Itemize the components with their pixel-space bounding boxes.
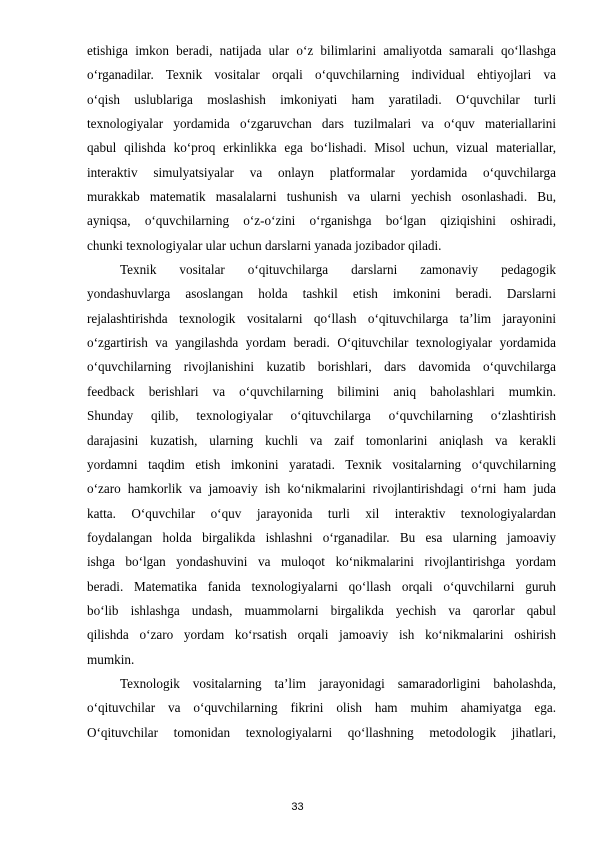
text-line: murakkab matematik masalalarni tushunish va ularni yechish osonlashadi. Bu, bbox=[87, 189, 556, 205]
text-line: o‘qish uslublariga moslashish imkoniyati ham yaratiladi. O‘quvchilar turli bbox=[87, 91, 556, 107]
text-line: o‘quvchilarning rivojlanishini kuzatib borishlari, dars davomida o‘quvchilarga bbox=[87, 359, 556, 375]
text-line: foydalangan holda birgalikda ishlashni o‘rganadilar. Bu esa ularning jamoaviy bbox=[87, 529, 556, 545]
text-line: rejalashtirishda texnologik vositalarni qo‘llash o‘qituvchilarga ta’lim jarayonini bbox=[87, 310, 556, 326]
text-line: interaktiv simulyatsiyalar va onlayn platformalar yordamida o‘quvchilarga bbox=[87, 164, 556, 180]
text-line: Texnik vositalar o‘qituvchilarga darslarni zamonaviy pedagogik bbox=[120, 262, 556, 278]
text-line: katta. O‘quvchilar o‘quv jarayonida turli xil interaktiv texnologiyalardan bbox=[87, 505, 556, 521]
text-line: ayniqsa, o‘quvchilarning o‘z-o‘zini o‘rganishga bo‘lgan qiziqishini oshiradi, bbox=[87, 213, 556, 229]
text-line: mumkin. bbox=[87, 651, 135, 667]
text-line: o‘zgartirish va yangilashda yordam beradi. O‘qituvchilar texnologiyalar yordamida bbox=[87, 335, 556, 351]
text-line: Shunday qilib, texnologiyalar o‘qituvchilarga o‘quvchilarning o‘zlashtirish bbox=[87, 408, 556, 424]
text-line: yondashuvlarga asoslangan holda tashkil etish imkonini beradi. Darslarni bbox=[87, 286, 556, 302]
text-line: feedback berishlari va o‘quvchilarning bilimini aniq baholashlari mumkin. bbox=[87, 383, 556, 399]
text-line: yordamni taqdim etish imkonini yaratadi. Texnik vositalarning o‘quvchilarning bbox=[87, 456, 556, 472]
text-line: ishga bo‘lgan yondashuvini va muloqot ko‘nikmalarini rivojlantirishga yordam bbox=[87, 554, 556, 570]
text-line: o‘zaro hamkorlik va jamoaviy ish ko‘nikmalarini rivojlantirishdagi o‘rni ham juda bbox=[87, 481, 556, 497]
paragraph-2 bbox=[87, 258, 556, 672]
text-line: Texnologik vositalarning ta’lim jarayonidagi samaradorligini baholashda, bbox=[120, 675, 556, 691]
text-line: o‘qituvchilar va o‘quvchilarning fikrini olish ham muhim ahamiyatga ega. bbox=[87, 700, 556, 716]
text-line: chunki texnologiyalar ular uchun darslarni yanada jozibador qiladi. bbox=[87, 237, 442, 253]
text-line: beradi. Matematika fanida texnologiyalarni qo‘llash orqali o‘quvchilarni guruh bbox=[87, 578, 556, 594]
page-number: 33 bbox=[291, 801, 304, 813]
text-line: qilishda o‘zaro yordam ko‘rsatish orqali jamoaviy ish ko‘nikmalarini oshirish bbox=[87, 627, 556, 643]
text-line: texnologiyalar yordamida o‘zgaruvchan dars tuzilmalari va o‘quv materiallarini bbox=[87, 116, 556, 132]
text-line: qabul qilishda ko‘proq erkinlikka ega bo‘lishadi. Misol uchun, vizual materiallar, bbox=[87, 140, 556, 156]
text-line: darajasini kuzatish, ularning kuchli va zaif tomonlarini aniqlash va kerakli bbox=[87, 432, 556, 448]
text-line: O‘qituvchilar tomonidan texnologiyalarni qo‘llashning metodologik jihatlari, bbox=[87, 724, 556, 740]
document-body bbox=[87, 39, 556, 745]
paragraph-1 bbox=[87, 39, 556, 258]
text-line: bo‘lib ishlashga undash, muammolarni birgalikda yechish va qarorlar qabul bbox=[87, 602, 556, 618]
text-line: etishiga imkon beradi, natijada ular o‘z bilimlarini amaliyotda samarali qo‘llashga bbox=[87, 43, 556, 58]
text-line: o‘rganadilar. Texnik vositalar orqali o‘quvchilarning individual ehtiyojlari va bbox=[87, 67, 556, 83]
paragraph-3 bbox=[87, 672, 556, 745]
